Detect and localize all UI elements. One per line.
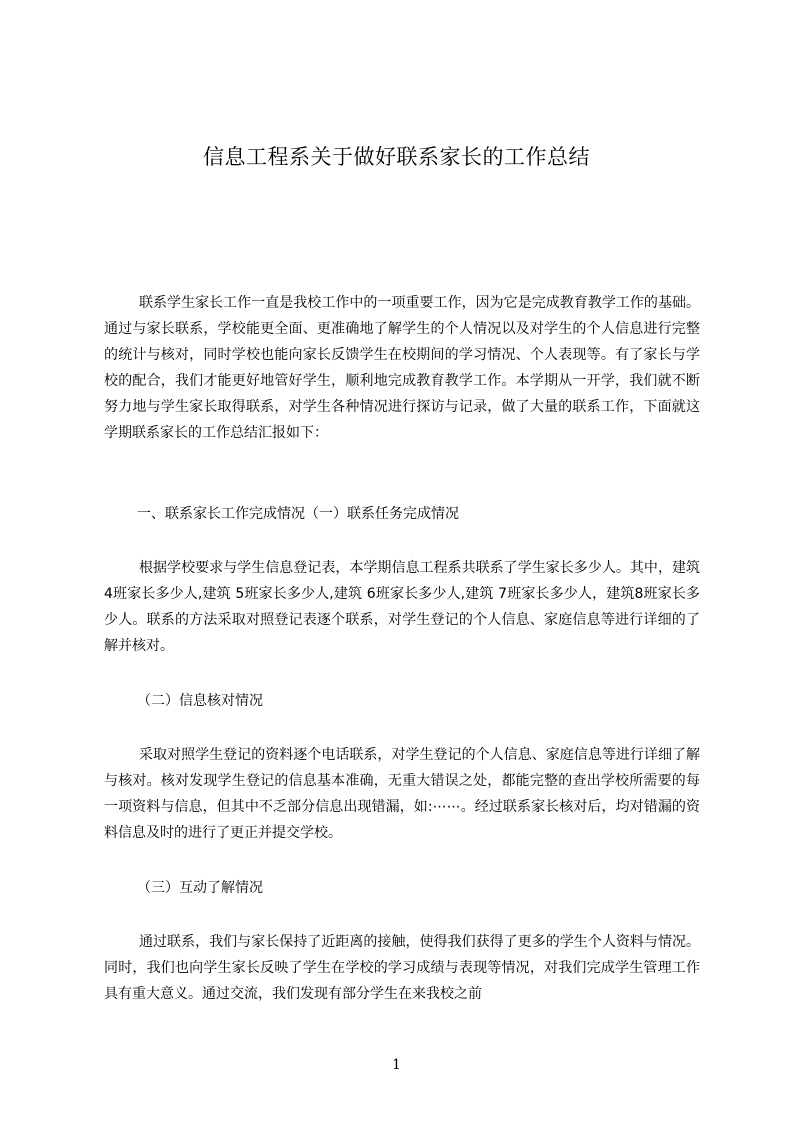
section3-heading: （三）互动了解情况 [137,880,263,896]
document-title: 信息工程系关于做好联系家长的工作总结 [203,145,590,169]
intro-paragraph: 联系学生家长工作一直是我校工作中的一项重要工作，因为它是完成教育教学工作的基础。通过与家长联系，学校能更全面、更准确地了解学生的个人情况以及对学生的个人信息进行完整的统计与核对，同时学校也能向家长反馈学生在校期间的学习情况、个人表现等。有了家长与学校的配合，我们才能更好地管好学生，顺利地完成教育教学工作。本学期从一开学，我们就不断努力地与学生家长取得联系，对学生各种情况进行探访与记录，做了大量的联系工作，下面就这学期联系家长的工作总结汇报如下： [104,295,700,441]
section3-paragraph: 通过联系，我们与家长保持了近距离的接触，使得我们获得了更多的学生个人资料与情况。同时，我们也向学生家长反映了学生在学校的学习成绩与表现等情况，对我们完成学生管理工作具有重大意义。通过交流，我们发现有部分学生在来我校之前 [104,934,700,1002]
section1-paragraph: 根据学校要求与学生信息登记表，本学期信息工程系共联系了学生家长多少人。其中，建筑4班家长多少人,建筑 5班家长多少人,建筑 6班家长多少人,建筑 7班家长多少人，建筑8班家长多少人。联系的方法采取对照登记表逐个联系，对学生登记的个人信息、家庭信息等进行详细的了解并核对。 [104,560,700,654]
page-number: 1 [392,1057,401,1073]
section1-heading: 一、联系家长工作完成情况（一）联系任务完成情况 [137,506,459,522]
section2-heading: （二）信息核对情况 [137,693,263,709]
section2-paragraph: 采取对照学生登记的资料逐个电话联系，对学生登记的个人信息、家庭信息等进行详细了解与核对。核对发现学生登记的信息基本准确，无重大错误之处，都能完整的查出学校所需要的每一项资料与信息，但其中不乏部分信息出现错漏，如:⋯⋯。经过联系家长核对后，均对错漏的资料信息及时的进行了更正并提交学校。 [104,747,700,841]
